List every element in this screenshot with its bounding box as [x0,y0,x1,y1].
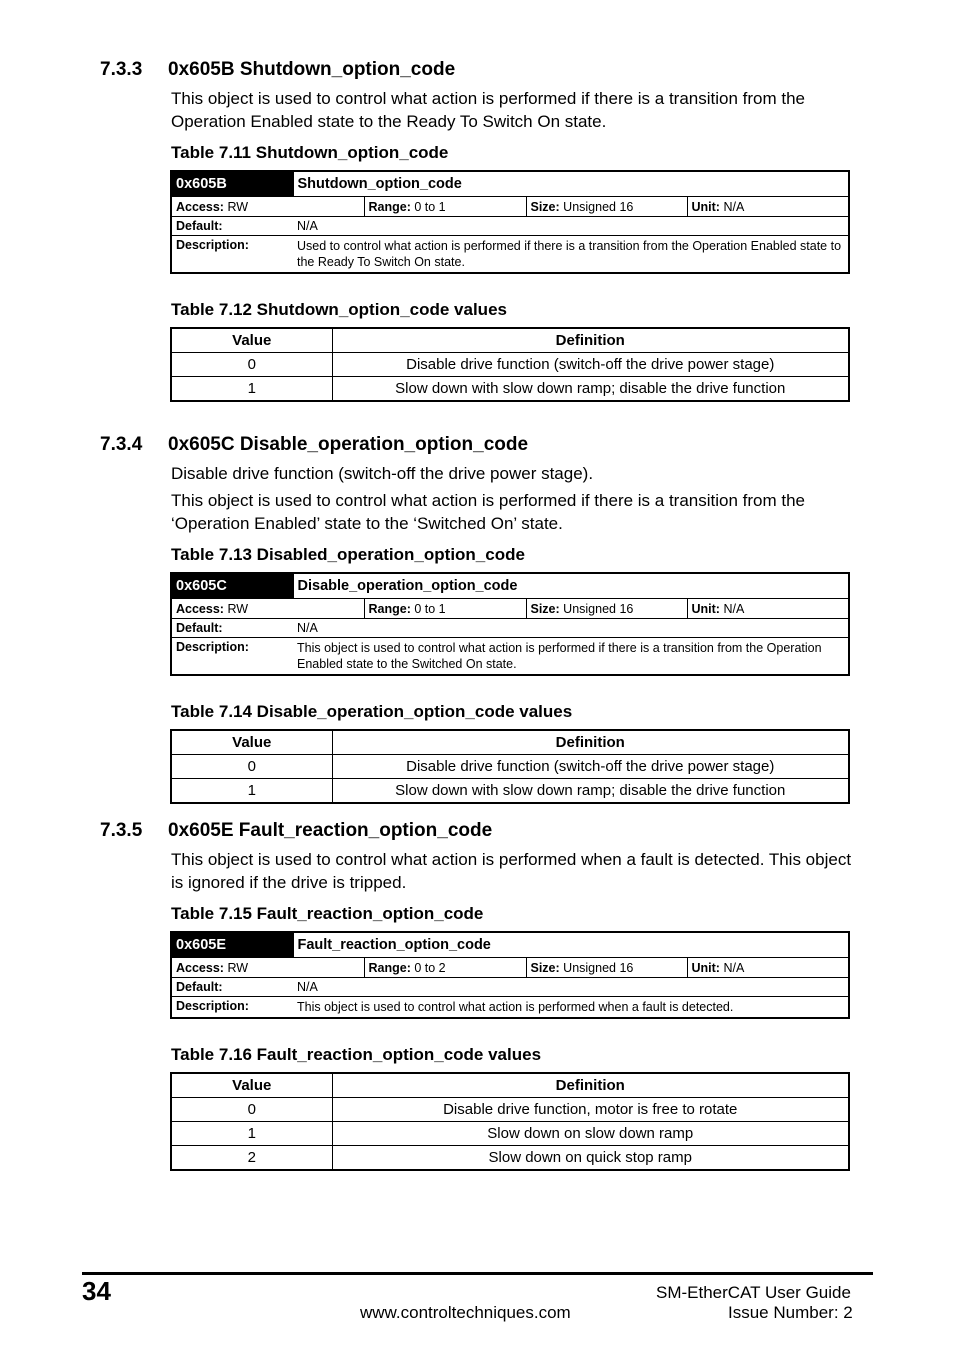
definition-header: Definition [332,730,849,755]
footer-divider [82,1272,873,1275]
values-table-0x605e [170,1072,850,1171]
object-name: Disable_operation_option_code [293,573,849,599]
values-table-0x605c [170,729,850,804]
range-cell: Range: 0 to 2 [364,958,526,978]
definition-cell: Slow down with slow down ramp; disable the drive function [332,779,849,804]
value-cell: 0 [171,353,332,377]
value-cell: 1 [171,779,332,804]
object-table-0x605b [170,170,850,274]
paragraph: Disable drive function (switch-off the drive power stage). [171,464,594,483]
range-cell: Range: 0 to 1 [364,197,526,217]
value-header: Value [171,730,332,755]
section-heading: 0x605C Disable_operation_option_code [168,434,529,455]
table-row [171,1122,849,1146]
description-label: Description: [171,638,293,676]
values-table-0x605b [170,327,850,402]
paragraph: This object is used to control what action is performed when a fault is detected. This object is ignored if the drive is tripped. [171,850,852,892]
description-label: Description: [171,997,293,1019]
default-label: Default: [171,217,293,236]
section-number: 7.3.4 [100,434,143,455]
default-label: Default: [171,619,293,638]
unit-value: N/A [723,960,745,975]
object-code: 0x605C [171,573,293,599]
table-caption: Table 7.13 Disabled_operation_option_code [171,545,525,564]
paragraph: This object is used to control what action is performed if there is a transition from the ‘Operation Enabled’ state to the ‘Switched On’ state. [171,491,806,533]
footer-issue-number: Issue Number: 2 [728,1303,853,1322]
description-value: Used to control what action is performed if there is a transition from the Operation Enabled state to the Ready To Switch On state. [293,236,849,274]
default-label: Default: [171,978,293,997]
default-value: N/A [293,217,849,236]
definition-cell: Disable drive function (switch-off the drive power stage) [332,353,849,377]
size-cell: Size: Unsigned 16 [526,958,687,978]
table-row [171,779,849,804]
description-label: Description: [171,236,293,274]
definition-cell: Slow down with slow down ramp; disable the drive function [332,377,849,402]
table-row [171,377,849,402]
range-cell: Range: 0 to 1 [364,599,526,619]
access-value: RW [227,960,249,975]
size-value: Unsigned 16 [563,199,634,214]
section-heading: 0x605B Shutdown_option_code [168,59,456,80]
section-number: 7.3.3 [100,59,143,80]
size-value: Unsigned 16 [563,601,634,616]
table-caption: Table 7.11 Shutdown_option_code [171,143,449,162]
value-header: Value [171,1073,332,1098]
definition-header: Definition [332,1073,849,1098]
unit-cell: Unit: N/A [687,958,849,978]
access-value: RW [227,601,249,616]
default-value: N/A [293,978,849,997]
unit-value: N/A [723,601,745,616]
size-cell: Size: Unsigned 16 [526,197,687,217]
table-row [171,1146,849,1171]
access-cell: Access: RW [171,599,364,619]
value-cell: 2 [171,1146,332,1171]
table-row [171,1098,849,1122]
definition-header: Definition [332,328,849,353]
object-name: Fault_reaction_option_code [293,932,849,958]
default-value: N/A [293,619,849,638]
object-table-0x605e [170,931,850,1019]
value-cell: 1 [171,1122,332,1146]
unit-value: N/A [723,199,745,214]
definition-cell: Disable drive function, motor is free to rotate [332,1098,849,1122]
table-row [171,353,849,377]
table-row [171,755,849,779]
page-number: 34 [82,1276,111,1306]
section-number: 7.3.5 [100,820,143,841]
value-cell: 0 [171,755,332,779]
section-title-7-3-4 [100,434,528,456]
access-cell: Access: RW [171,197,364,217]
range-value: 0 to 1 [414,199,446,214]
range-value: 0 to 1 [414,601,446,616]
definition-cell: Slow down on slow down ramp [332,1122,849,1146]
size-cell: Size: Unsigned 16 [526,599,687,619]
paragraph: This object is used to control what action is performed if there is a transition from the Operation Enabled state to the Ready To Switch On state. [171,89,806,131]
value-cell: 1 [171,377,332,402]
access-cell: Access: RW [171,958,364,978]
access-value: RW [227,199,249,214]
value-cell: 0 [171,1098,332,1122]
section-title-7-3-5 [100,820,492,842]
footer-guide-title: SM-EtherCAT User Guide [656,1283,851,1302]
unit-cell: Unit: N/A [687,599,849,619]
range-value: 0 to 2 [414,960,446,975]
unit-cell: Unit: N/A [687,197,849,217]
definition-cell: Disable drive function (switch-off the drive power stage) [332,755,849,779]
table-caption: Table 7.15 Fault_reaction_option_code [171,904,484,923]
description-value: This object is used to control what action is performed if there is a transition from the Operation Enabled state to the Switched On state. [293,638,849,676]
object-table-0x605c [170,572,850,676]
definition-cell: Slow down on quick stop ramp [332,1146,849,1171]
object-code: 0x605B [171,171,293,197]
footer-url: www.controltechniques.com [360,1303,571,1322]
section-heading: 0x605E Fault_reaction_option_code [168,820,493,841]
object-code: 0x605E [171,932,293,958]
description-value: This object is used to control what action is performed when a fault is detected. [293,997,849,1019]
size-value: Unsigned 16 [563,960,634,975]
table-caption: Table 7.14 Disable_operation_option_code values [171,702,573,721]
table-caption: Table 7.12 Shutdown_option_code values [171,300,507,319]
table-caption: Table 7.16 Fault_reaction_option_code values [171,1045,542,1064]
value-header: Value [171,328,332,353]
section-title-7-3-3 [100,59,455,81]
object-name: Shutdown_option_code [293,171,849,197]
